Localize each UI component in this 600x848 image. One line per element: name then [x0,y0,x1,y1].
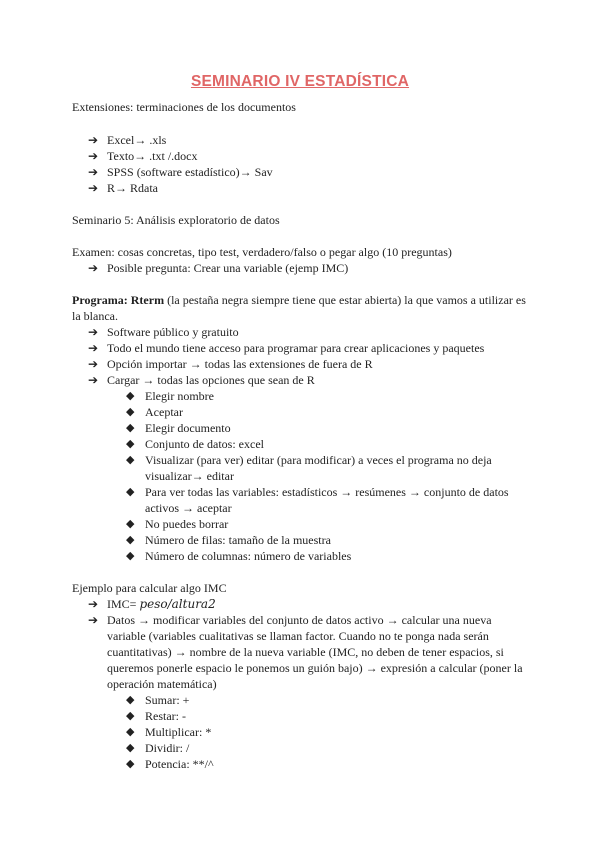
list-item: ➔ Posible pregunta: Crear una variable (ejemp IMC) [88,261,349,275]
imc-formula-prefix: IMC= [107,597,140,611]
list-item: ◆ Multiplicar: * [126,725,212,739]
arrow-bullet-icon: ➔ [88,373,99,387]
list-item: ➔ Texto→ .txt /.docx [88,149,198,163]
diamond-bullet-icon: ◆ [126,453,135,466]
program-list [88,324,532,388]
arrow-bullet-icon: ➔ [88,357,99,371]
diamond-bullet-icon: ◆ [126,485,135,498]
arrow-bullet-icon: ➔ [88,181,99,195]
diamond-bullet-icon: ◆ [126,549,135,562]
list-item: ◆ Aceptar [126,405,183,419]
list-item: ◆ Visualizar (para ver) editar (para modificar) a veces el programa no deja visualizar→ editar [126,453,492,483]
diamond-bullet-icon: ◆ [126,421,135,434]
arrow-bullet-icon: ➔ [88,325,99,339]
list-item: ◆ No puedes borrar [126,517,229,531]
diamond-bullet-icon: ◆ [126,741,135,754]
list-item: ◆ Restar: - [126,709,186,723]
program-sub-list [126,388,518,564]
list-item: ◆ Conjunto de datos: excel [126,437,264,451]
list-item: ◆ Para ver todas las variables: estadísticos → resúmenes → conjunto de datos activos → aceptar [126,485,509,515]
list-item: ◆ Sumar: + [126,693,190,707]
diamond-bullet-icon: ◆ [126,533,135,546]
program-paragraph [72,292,532,324]
arrow-bullet-icon: ➔ [88,133,99,147]
diamond-bullet-icon: ◆ [126,437,135,450]
list-item [88,612,532,692]
diamond-bullet-icon: ◆ [126,693,135,706]
extensions-list [88,132,532,196]
imc-datos-text: Datos → modificar variables del conjunto de datos activo → calcular una nueva variable (variables cualitativas se llaman factor. Cuando no te ponga nada serán cuantitativas) → nombre de la nueva variable (IMC, no deben de tener espacios, si queremos ponerle espacio le ponemos un guión bajo) → expresión a calcular (poner la operación matemática) [107,613,523,691]
imc-operations-list [126,692,518,772]
arrow-bullet-icon: ➔ [88,341,99,355]
arrow-bullet-icon: ➔ [88,149,99,163]
diamond-bullet-icon: ◆ [126,389,135,402]
program-label: Programa: Rterm [72,293,165,307]
arrow-bullet-icon: ➔ [88,261,99,275]
arrow-bullet-icon: ➔ [88,597,99,611]
imc-intro: Ejemplo para calcular algo IMC [72,581,227,595]
list-item [88,596,532,612]
list-item: ◆ Elegir nombre [126,389,214,403]
exam-text: Examen: cosas concretas, tipo test, verdadero/falso o pegar algo (10 preguntas) [72,245,452,259]
list-item: ➔ Excel→ .xls [88,133,167,147]
list-item: ◆ Potencia: **/^ [126,757,214,771]
seminar-5-heading: Seminario 5: Análisis exploratorio de datos [72,213,280,227]
diamond-bullet-icon: ◆ [126,725,135,738]
list-item: ◆ Elegir documento [126,421,231,435]
list-item: ◆ Dividir: / [126,741,190,755]
page-title: SEMINARIO IV ESTADÍSTICA [190,73,410,90]
diamond-bullet-icon: ◆ [126,405,135,418]
diamond-bullet-icon: ◆ [126,517,135,530]
list-item: ➔ Software público y gratuito [88,325,239,339]
imc-list [88,596,532,692]
list-item: ➔ Opción importar → todas las extensiones de fuera de R [88,357,373,371]
extensions-intro: Extensiones: terminaciones de los documentos [72,100,296,114]
list-item: ◆ Número de filas: tamaño de la muestra [126,533,331,547]
program-text: (la pestaña negra siempre tiene que estar abierta) la que vamos a utilizar es la blanca. [72,293,526,323]
list-item: ➔ SPSS (software estadístico)→ Sav [88,165,273,179]
list-item: ◆ Número de columnas: número de variables [126,549,352,563]
list-item: ➔ Cargar → todas las opciones que sean de R [88,373,315,387]
exam-list [88,260,532,276]
diamond-bullet-icon: ◆ [126,709,135,722]
list-item: ➔ Todo el mundo tiene acceso para programar para crear aplicaciones y paquetes [88,341,485,355]
list-item: ➔ R→ Rdata [88,181,158,195]
imc-formula: peso/altura2 [139,597,216,611]
arrow-bullet-icon: ➔ [88,613,99,627]
arrow-bullet-icon: ➔ [88,165,99,179]
diamond-bullet-icon: ◆ [126,757,135,770]
